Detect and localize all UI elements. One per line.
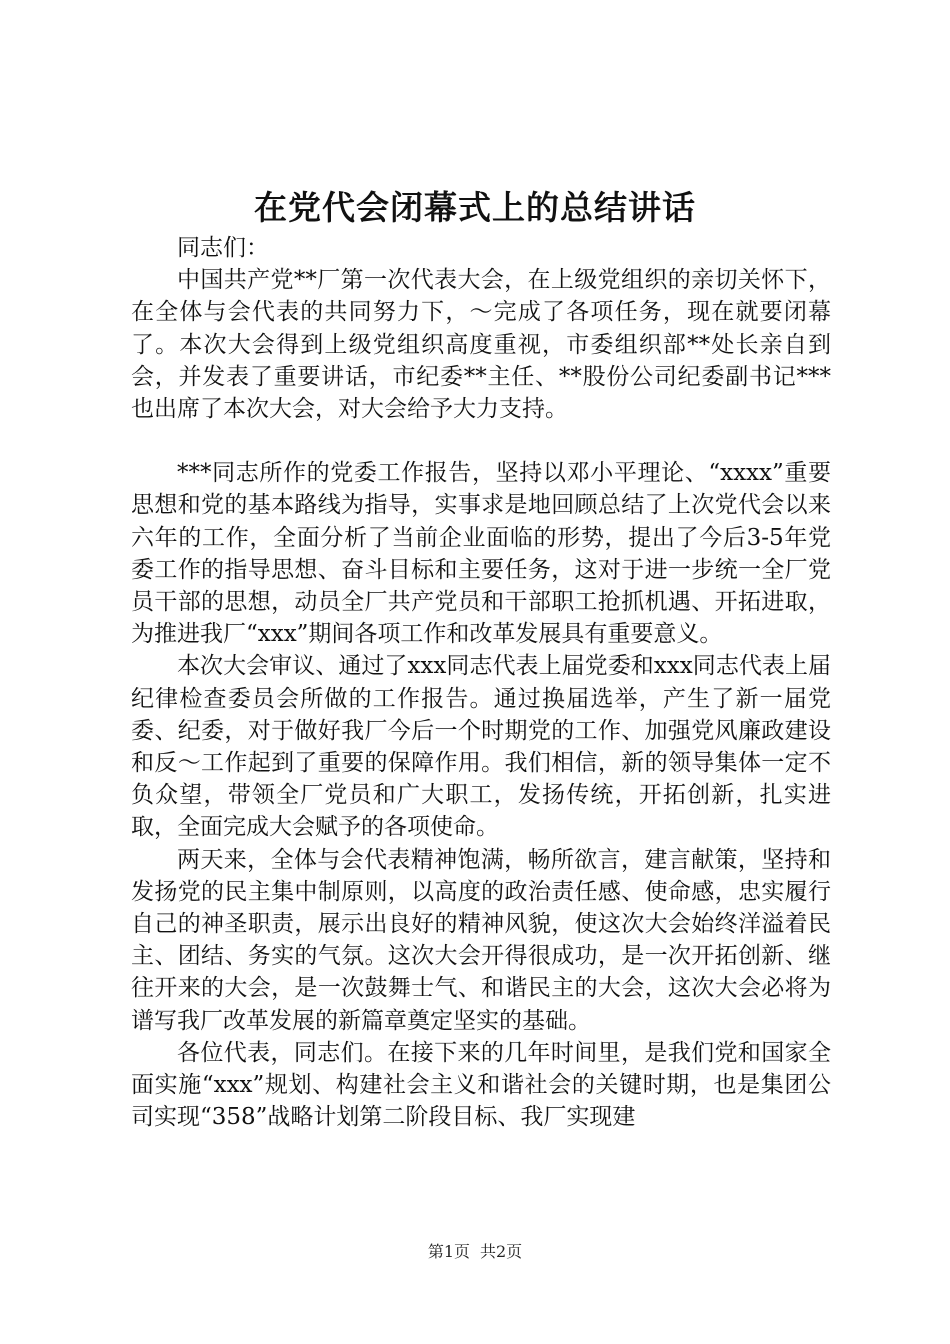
greeting: 同志们： bbox=[177, 235, 269, 261]
paragraph-2: ***同志所作的党委工作报告，坚持以邓小平理论、“xxxx”重要思想和党的基本路线为指导，实事求是地回顾总结了上次党代会以来六年的工作，全面分析了当前企业面临的形势，提出了今后3-5年党委工作的指导思想、奋斗目标和主要任务，这对于进一步统一全厂党员干部的思想，动员全厂共产党员和干部职工抢抓机遇、开拓进取，为推进我厂“xxx”期间各项工作和改革发展具有重要意义。 bbox=[131, 460, 831, 648]
paragraph-1: 中国共产党**厂第一次代表大会，在上级党组织的亲切关怀下，在全体与会代表的共同努力下，～完成了各项任务，现在就要闭幕了。本次大会得到上级党组织高度重视，市委组织部**处长亲自到会，并发表了重要讲话，市纪委**主任、**股份公司纪委副书记***也出席了本次大会，对大会给予大力支持。 bbox=[131, 267, 831, 423]
page-number-total: 共2页 bbox=[480, 1242, 523, 1261]
document-body bbox=[131, 232, 831, 1133]
page-footer bbox=[0, 1240, 950, 1264]
paragraph-3: 本次大会审议、通过了xxx同志代表上届党委和xxx同志代表上届纪律检查委员会所做的工作报告。通过换届选举，产生了新一届党委、纪委，对于做好我厂今后一个时期党的工作、加强党风廉政建设和反～工作起到了重要的保障作用。我们相信，新的领导集体一定不负众望，带领全厂党员和广大职工，发扬传统，开拓创新，扎实进取，全面完成大会赋予的各项使命。 bbox=[131, 653, 831, 841]
page-number-current: 第1页 bbox=[427, 1242, 470, 1261]
paragraph-5: 各位代表，同志们。在接下来的几年时间里，是我们党和国家全面实施“xxx”规划、构建社会主义和谐社会的关键时期，也是集团公司实现“358”战略计划第二阶段目标、我厂实现建 bbox=[131, 1039, 831, 1131]
document-title: 在党代会闭幕式上的总结讲话 bbox=[254, 188, 696, 227]
paragraph-4: 两天来，全体与会代表精神饱满，畅所欲言，建言献策，坚持和发扬党的民主集中制原则，以高度的政治责任感、使命感，忠实履行自己的神圣职责，展示出良好的精神风貌，使这次大会始终洋溢着民主、团结、务实的气氛。这次大会开得很成功，是一次开拓创新、继往开来的大会，是一次鼓舞士气、和谐民主的大会，这次大会必将为谱写我厂改革发展的新篇章奠定坚实的基础。 bbox=[131, 846, 831, 1034]
